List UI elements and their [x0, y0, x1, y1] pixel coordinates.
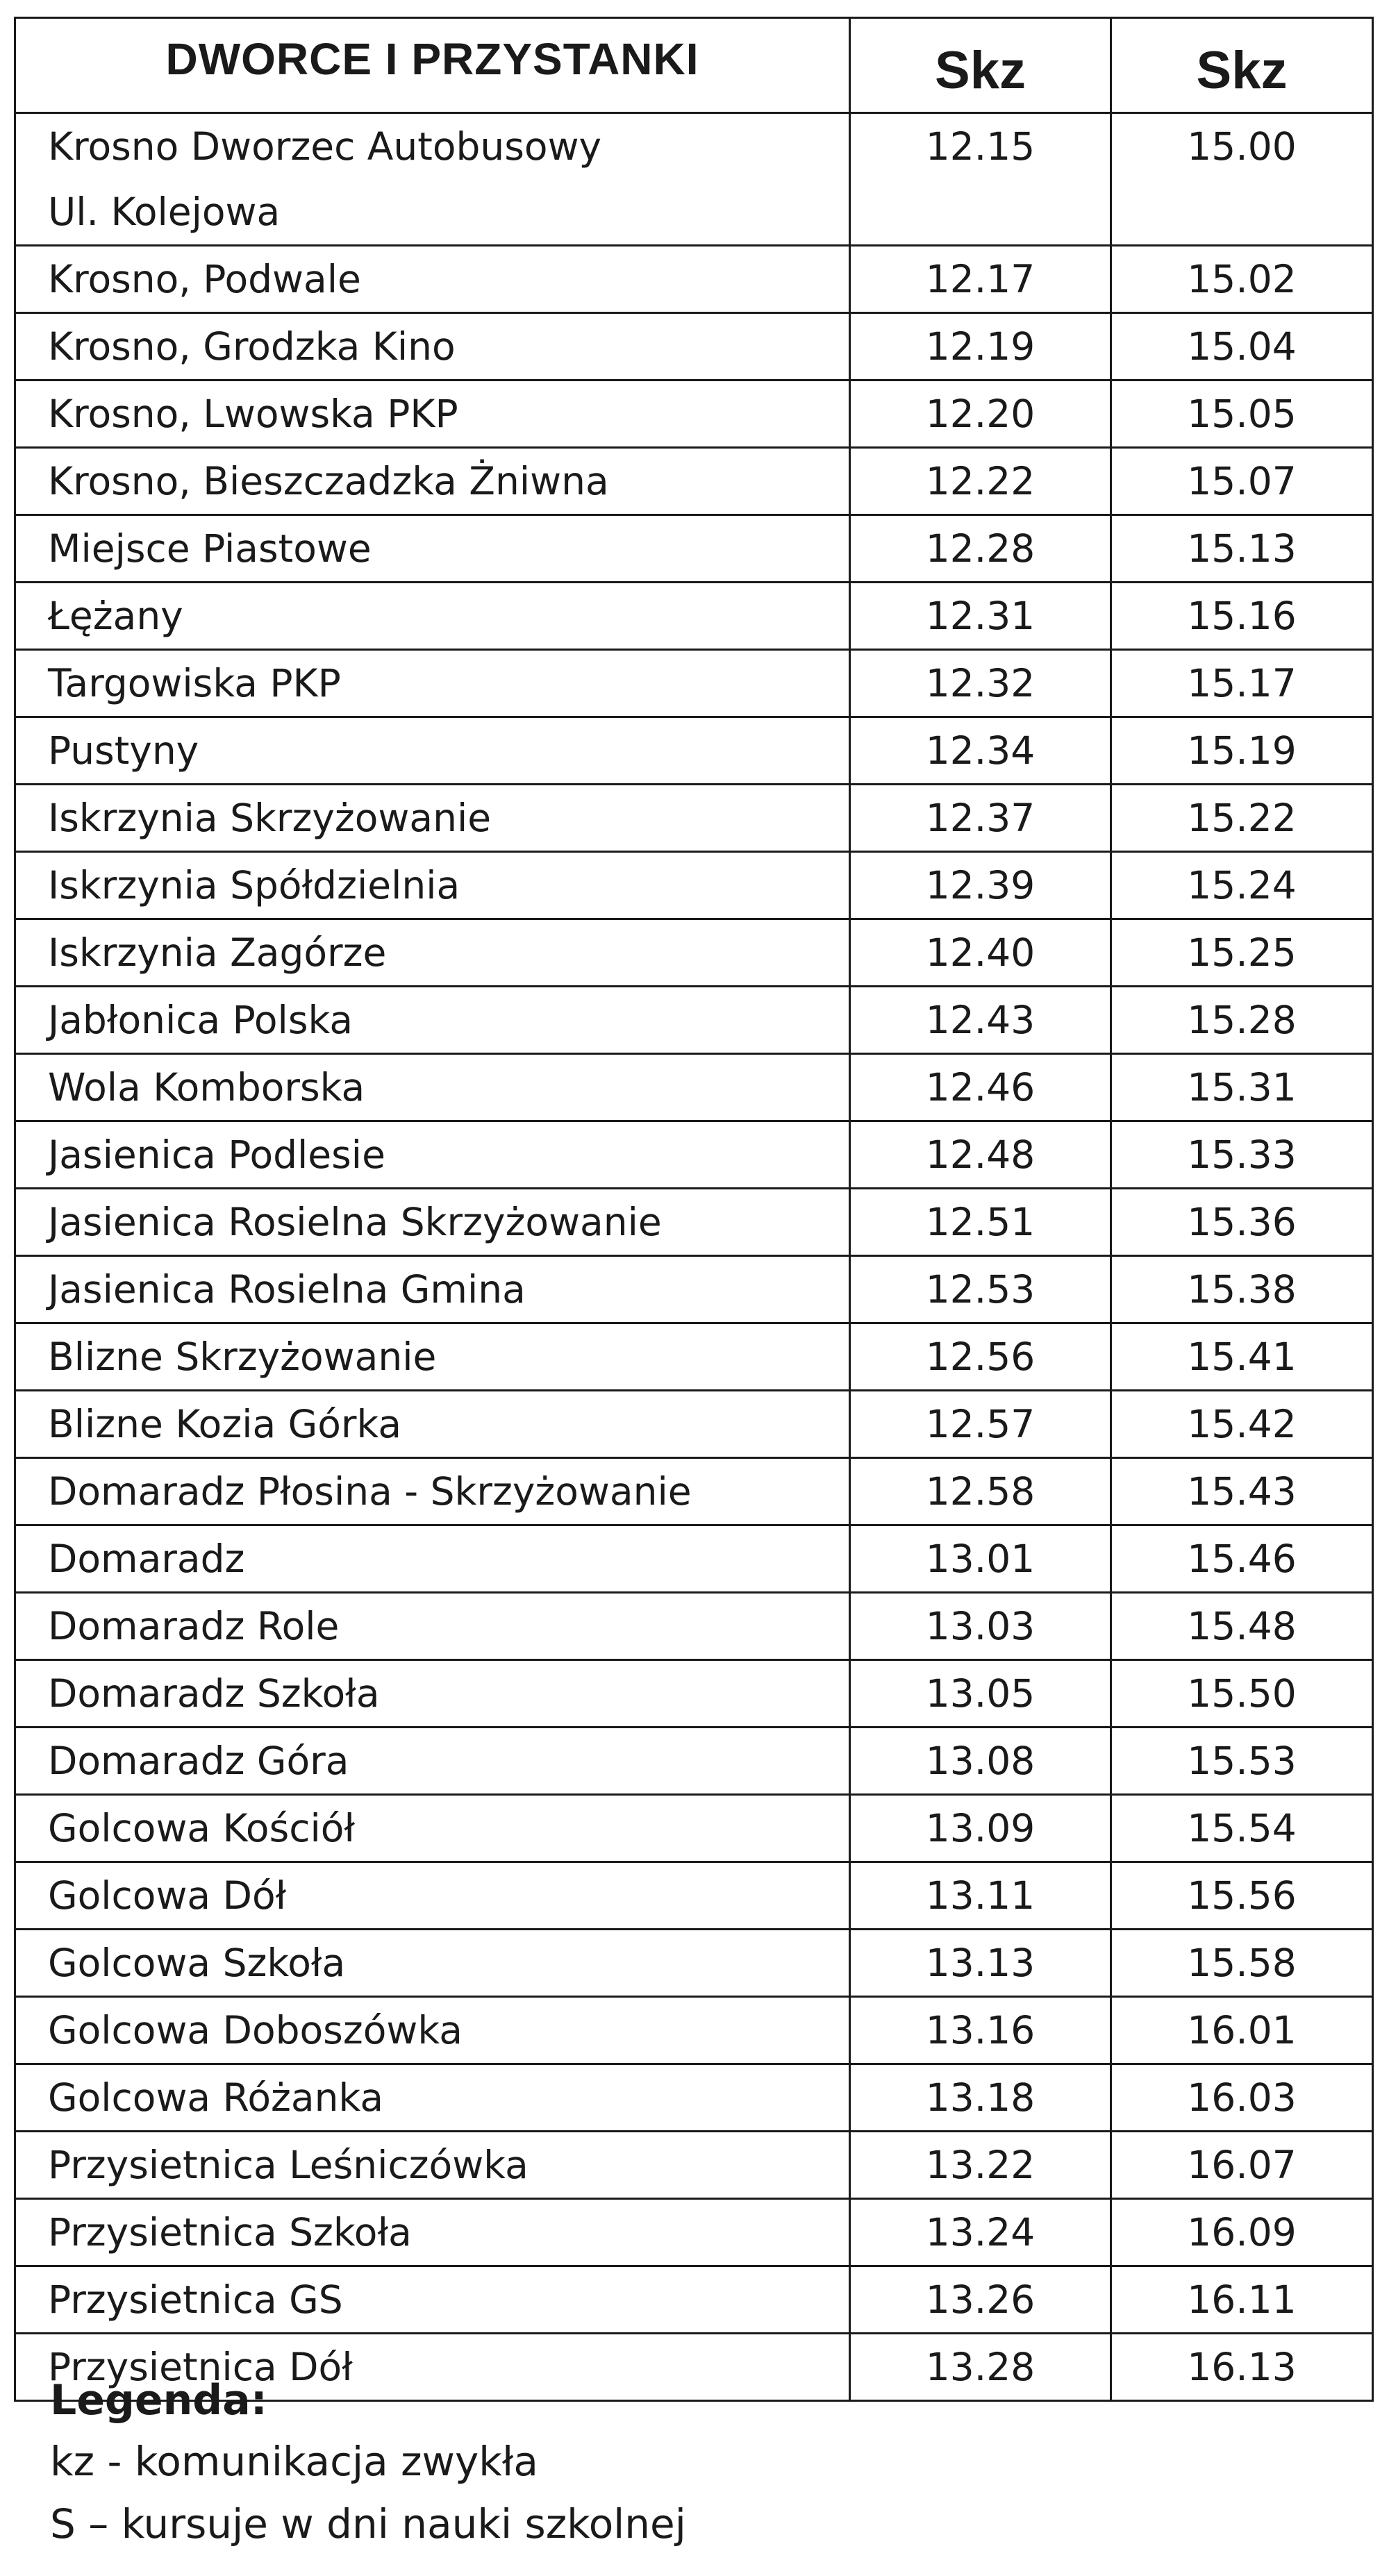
- stop-name: Jabłonica Polska: [48, 998, 354, 1042]
- departure-time-course-1: 12.37: [850, 785, 1111, 852]
- departure-time-course-1: 12.53: [850, 1256, 1111, 1323]
- stop-name-cell: [15, 650, 850, 717]
- table-row: [15, 1795, 1373, 1862]
- departure-time-course-1: 12.40: [850, 919, 1111, 987]
- stop-name: Iskrzynia Spółdzielnia: [48, 863, 460, 908]
- departure-time-course-2: 15.54: [1111, 1795, 1373, 1862]
- stop-name-cell: [15, 313, 850, 380]
- stop-name-cell: [15, 1525, 850, 1593]
- table-row: [15, 785, 1373, 852]
- departure-time-course-2: 15.17: [1111, 650, 1373, 717]
- departure-time-course-1: 12.58: [850, 1458, 1111, 1525]
- departure-time-course-1: 12.31: [850, 583, 1111, 650]
- departure-time-course-1: 12.46: [850, 1054, 1111, 1121]
- departure-time-course-2: 15.25: [1111, 919, 1373, 987]
- departure-time-course-1: 12.20: [850, 380, 1111, 448]
- departure-time-course-1: 12.17: [850, 246, 1111, 313]
- stop-name: Domaradz: [48, 1537, 245, 1581]
- departure-time-course-1: 13.08: [850, 1728, 1111, 1795]
- stop-name: Przysietnica Dół: [48, 2345, 353, 2389]
- table-row: [15, 1391, 1373, 1458]
- departure-time-course-1: 13.05: [850, 1660, 1111, 1728]
- table-row: [15, 583, 1373, 650]
- table-row: [15, 1256, 1373, 1323]
- table-row: [15, 2266, 1373, 2334]
- table-row: [15, 2064, 1373, 2132]
- departure-time-course-2: 15.13: [1111, 515, 1373, 583]
- departure-time-course-2: 15.04: [1111, 313, 1373, 380]
- table-row: [15, 515, 1373, 583]
- header-course-2: Skz: [1111, 18, 1373, 113]
- stop-name: Blizne Kozia Górka: [48, 1402, 402, 1446]
- table-row: [15, 1930, 1373, 1997]
- departure-time-course-1: 12.34: [850, 717, 1111, 785]
- departure-time-course-1: 13.22: [850, 2132, 1111, 2199]
- departure-time-course-2: 15.38: [1111, 1256, 1373, 1323]
- stop-name: Iskrzynia Skrzyżowanie: [48, 796, 492, 840]
- stop-name-cell: [15, 1256, 850, 1323]
- timetable-body: [15, 113, 1373, 2401]
- table-row: [15, 1525, 1373, 1593]
- header-stops: DWORCE I PRZYSTANKI: [15, 18, 850, 113]
- stop-name-cell: [15, 987, 850, 1054]
- departure-time-course-1: 12.15: [850, 113, 1111, 246]
- departure-time-course-2: 15.31: [1111, 1054, 1373, 1121]
- table-row: [15, 1862, 1373, 1930]
- table-row: [15, 717, 1373, 785]
- stop-name-cell: [15, 380, 850, 448]
- stop-name-cell: [15, 113, 850, 246]
- stop-name: Miejsce Piastowe: [48, 526, 372, 571]
- departure-time-course-1: 13.26: [850, 2266, 1111, 2334]
- stop-name-cell: [15, 1189, 850, 1256]
- stop-name: Iskrzynia Zagórze: [48, 930, 387, 975]
- stop-name: Krosno, Podwale: [48, 257, 361, 301]
- departure-time-course-2: 15.24: [1111, 852, 1373, 919]
- departure-time-course-2: 16.09: [1111, 2199, 1373, 2266]
- stop-name: Domaradz Góra: [48, 1739, 349, 1783]
- header-course-1: Skz: [850, 18, 1111, 113]
- stop-name: Domaradz Płosina - Skrzyżowanie: [48, 1469, 692, 1514]
- departure-time-course-1: 13.18: [850, 2064, 1111, 2132]
- table-row: [15, 1054, 1373, 1121]
- departure-time-course-1: 12.48: [850, 1121, 1111, 1189]
- stop-name: Jasienica Rosielna Skrzyżowanie: [48, 1200, 662, 1244]
- departure-time-course-2: 16.01: [1111, 1997, 1373, 2064]
- stop-name-cell: [15, 1458, 850, 1525]
- stop-name: Krosno Dworzec Autobusowy: [48, 124, 602, 169]
- stop-name-cell: [15, 785, 850, 852]
- stop-name: Krosno, Lwowska PKP: [48, 392, 458, 436]
- departure-time-course-1: 13.09: [850, 1795, 1111, 1862]
- stop-name-cell: [15, 1323, 850, 1391]
- departure-time-course-1: 12.28: [850, 515, 1111, 583]
- departure-time-course-1: 13.28: [850, 2334, 1111, 2401]
- timetable: [14, 17, 1374, 2402]
- departure-time-course-1: 12.19: [850, 313, 1111, 380]
- table-header-row: [15, 18, 1373, 113]
- stop-name-cell: [15, 1391, 850, 1458]
- departure-time-course-2: 16.11: [1111, 2266, 1373, 2334]
- stop-name: Jasienica Podlesie: [48, 1132, 385, 1177]
- stop-name: Golcowa Kościół: [48, 1806, 356, 1850]
- departure-time-course-2: 15.48: [1111, 1593, 1373, 1660]
- stop-name-cell: [15, 717, 850, 785]
- departure-time-course-1: 12.51: [850, 1189, 1111, 1256]
- stop-name-cell: [15, 515, 850, 583]
- departure-time-course-2: 15.46: [1111, 1525, 1373, 1593]
- departure-time-course-1: 12.57: [850, 1391, 1111, 1458]
- table-row: [15, 113, 1373, 246]
- departure-time-course-1: 12.22: [850, 448, 1111, 515]
- legend-title: Legenda:: [50, 2376, 267, 2425]
- stop-name: Domaradz Szkoła: [48, 1671, 380, 1716]
- departure-time-course-1: 12.43: [850, 987, 1111, 1054]
- table-row: [15, 2199, 1373, 2266]
- departure-time-course-2: 15.16: [1111, 583, 1373, 650]
- stop-name-cell: [15, 2132, 850, 2199]
- legend: [50, 2371, 1335, 2559]
- stop-name: Golcowa Doboszówka: [48, 2008, 463, 2052]
- departure-time-course-2: 15.00: [1111, 113, 1373, 246]
- departure-time-course-1: 12.32: [850, 650, 1111, 717]
- table-row: [15, 1593, 1373, 1660]
- table-row: [15, 246, 1373, 313]
- stop-name: Krosno, Grodzka Kino: [48, 324, 456, 369]
- legend-item-kz: kz - komunikacja zwykła: [50, 2438, 538, 2485]
- departure-time-course-2: 15.19: [1111, 717, 1373, 785]
- table-row: [15, 1323, 1373, 1391]
- table-row: [15, 987, 1373, 1054]
- stop-name-cell: [15, 448, 850, 515]
- departure-time-course-2: 15.05: [1111, 380, 1373, 448]
- stop-name-cell: [15, 852, 850, 919]
- stop-name-cell: [15, 1054, 850, 1121]
- departure-time-course-2: 16.07: [1111, 2132, 1373, 2199]
- departure-time-course-2: 15.43: [1111, 1458, 1373, 1525]
- departure-time-course-2: 16.13: [1111, 2334, 1373, 2401]
- departure-time-course-2: 15.53: [1111, 1728, 1373, 1795]
- table-row: [15, 1189, 1373, 1256]
- stop-name-cell: [15, 583, 850, 650]
- legend-item-s: S – kursuje w dni nauki szkolnej: [50, 2500, 686, 2548]
- departure-time-course-2: 15.41: [1111, 1323, 1373, 1391]
- stop-name-cell: [15, 1121, 850, 1189]
- departure-time-course-2: 15.50: [1111, 1660, 1373, 1728]
- departure-time-course-2: 15.56: [1111, 1862, 1373, 1930]
- stop-name-cell: [15, 1997, 850, 2064]
- departure-time-course-1: 12.39: [850, 852, 1111, 919]
- stop-name: Przysietnica Leśniczówka: [48, 2143, 529, 2187]
- stop-name: Golcowa Szkoła: [48, 1941, 346, 1985]
- departure-time-course-2: 15.58: [1111, 1930, 1373, 1997]
- stop-name-cell: [15, 2199, 850, 2266]
- stop-name-cell: [15, 919, 850, 987]
- table-row: [15, 1660, 1373, 1728]
- stop-name-cell: [15, 1728, 850, 1795]
- departure-time-course-2: 15.28: [1111, 987, 1373, 1054]
- table-row: [15, 380, 1373, 448]
- departure-time-course-1: 13.13: [850, 1930, 1111, 1997]
- departure-time-course-1: 13.16: [850, 1997, 1111, 2064]
- stop-name: Golcowa Dół: [48, 1873, 287, 1918]
- stop-name-cell: [15, 246, 850, 313]
- stop-name: Targowiska PKP: [48, 661, 341, 705]
- stop-name: Blizne Skrzyżowanie: [48, 1335, 437, 1379]
- table-row: [15, 1121, 1373, 1189]
- stop-name: Golcowa Różanka: [48, 2075, 384, 2120]
- table-row: [15, 1728, 1373, 1795]
- departure-time-course-2: 15.33: [1111, 1121, 1373, 1189]
- stop-name: Wola Komborska: [48, 1065, 365, 1110]
- table-row: [15, 2132, 1373, 2199]
- departure-time-course-1: 13.01: [850, 1525, 1111, 1593]
- table-row: [15, 1997, 1373, 2064]
- departure-time-course-1: 13.11: [850, 1862, 1111, 1930]
- departure-time-course-2: 15.42: [1111, 1391, 1373, 1458]
- stop-name-cell: [15, 1862, 850, 1930]
- stop-name: Jasienica Rosielna Gmina: [48, 1267, 526, 1312]
- table-row: [15, 919, 1373, 987]
- stop-name: Krosno, Bieszczadzka Żniwna: [48, 459, 609, 503]
- stop-name: Łężany: [48, 594, 183, 638]
- stop-name-cell: [15, 1660, 850, 1728]
- stop-name: Domaradz Role: [48, 1604, 340, 1648]
- table-row: [15, 650, 1373, 717]
- table-row: [15, 852, 1373, 919]
- stop-name-cell: [15, 1795, 850, 1862]
- departure-time-course-2: 15.36: [1111, 1189, 1373, 1256]
- stop-name: Przysietnica GS: [48, 2277, 343, 2322]
- departure-time-course-2: 15.22: [1111, 785, 1373, 852]
- stop-name-line2: Ul. Kolejowa: [48, 190, 281, 234]
- table-row: [15, 1458, 1373, 1525]
- stop-name: Przysietnica Szkoła: [48, 2210, 412, 2255]
- stop-name-cell: [15, 2266, 850, 2334]
- table-row: [15, 313, 1373, 380]
- departure-time-course-2: 15.02: [1111, 246, 1373, 313]
- departure-time-course-1: 12.56: [850, 1323, 1111, 1391]
- stop-name-cell: [15, 2064, 850, 2132]
- departure-time-course-2: 16.03: [1111, 2064, 1373, 2132]
- stop-name-cell: [15, 1593, 850, 1660]
- departure-time-course-2: 15.07: [1111, 448, 1373, 515]
- departure-time-course-1: 13.24: [850, 2199, 1111, 2266]
- stop-name: Pustyny: [48, 728, 199, 773]
- table-row: [15, 448, 1373, 515]
- stop-name-cell: [15, 1930, 850, 1997]
- departure-time-course-1: 13.03: [850, 1593, 1111, 1660]
